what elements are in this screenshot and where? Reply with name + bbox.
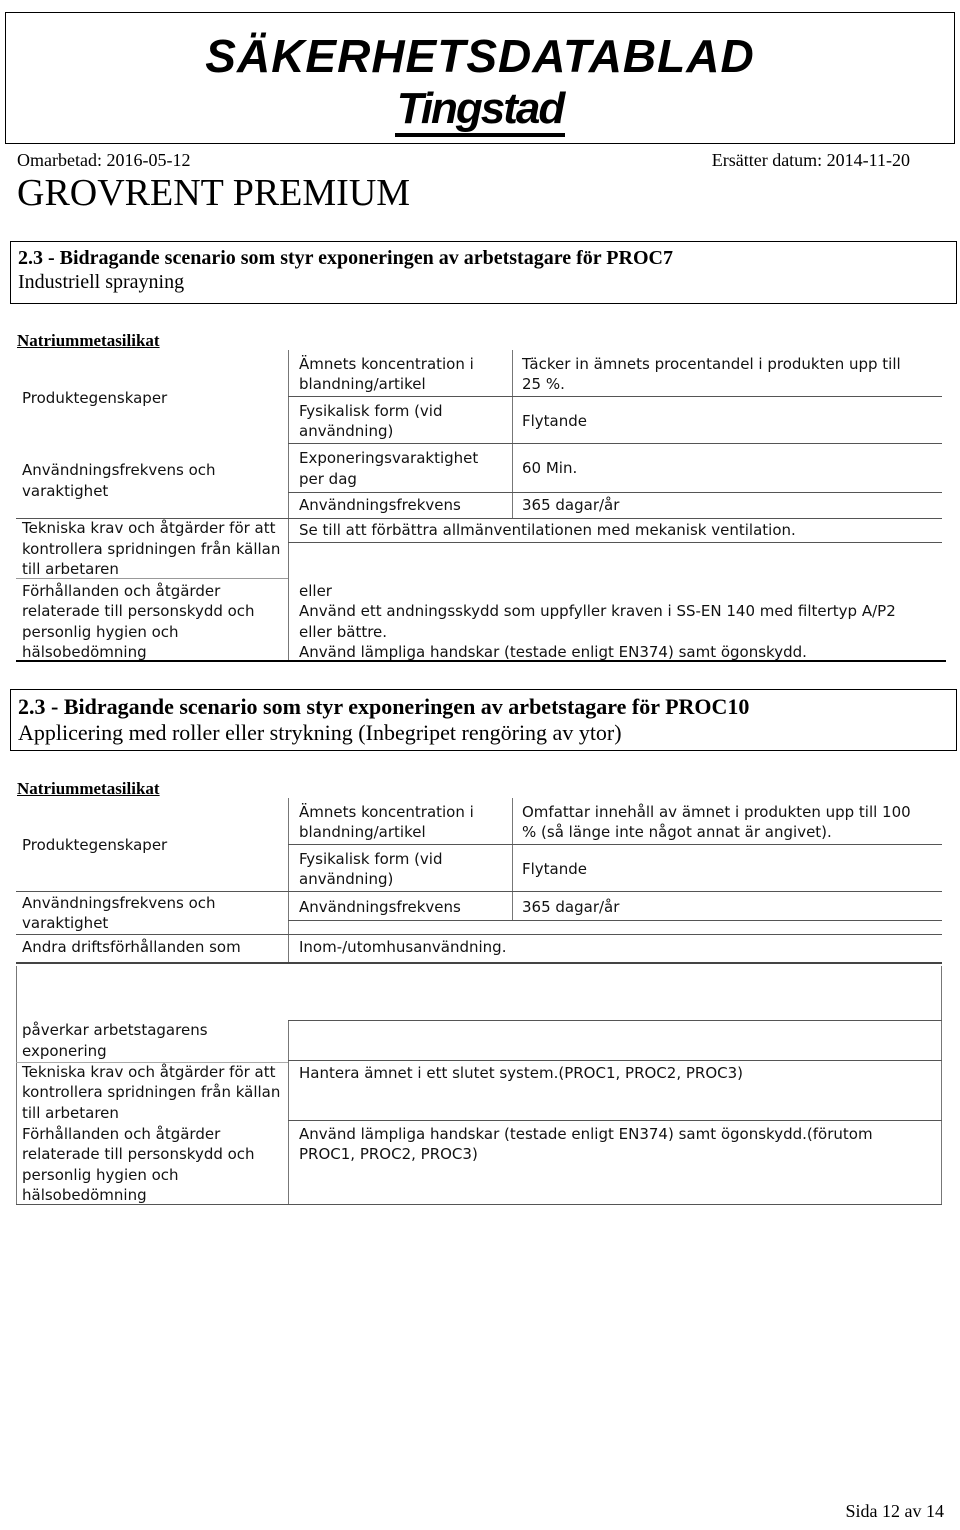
document-title: SÄKERHETSDATABLAD xyxy=(205,30,755,82)
row-divider xyxy=(288,1120,942,1121)
row-value: 365 dagar/år xyxy=(522,898,620,916)
row-value: Flytande xyxy=(522,860,588,878)
group-label-frekvens: varaktighet xyxy=(22,482,109,500)
row-value: Använd lämpliga handskar (testade enligt EN374) samt ögonskydd.(förutom xyxy=(299,1125,873,1143)
group-label-tekniska: till arbetaren xyxy=(22,1104,119,1122)
proc7-conditions-table xyxy=(16,350,942,662)
row-value: eller bättre. xyxy=(299,623,388,641)
column-divider xyxy=(288,798,289,962)
substance-name: Natriummetasilikat xyxy=(17,331,160,350)
group-label-tekniska: till arbetaren xyxy=(22,560,119,578)
row-value: 25 %. xyxy=(522,375,565,393)
row-value: eller xyxy=(299,582,332,600)
section-proc7-heading xyxy=(10,241,957,304)
row-label: Fysikalisk form (vid xyxy=(299,850,443,868)
row-value: Använd lämpliga handskar (testade enligt EN374) samt ögonskydd. xyxy=(299,643,807,661)
row-label: Användningsfrekvens xyxy=(299,496,461,514)
row-value: Se till att förbättra allmänventilationen med mekanisk ventilation. xyxy=(299,521,796,539)
group-label-forhallanden: Förhållanden och åtgärder xyxy=(22,1125,221,1143)
group-label-tekniska: Tekniska krav och åtgärder för att xyxy=(22,1063,276,1081)
row-value: Flytande xyxy=(522,412,588,430)
row-value: Täcker in ämnets procentandel i produkten upp till xyxy=(522,355,901,373)
group-label-frekvens: Användningsfrekvens och xyxy=(22,461,216,479)
row-divider xyxy=(288,1060,942,1061)
row-divider xyxy=(16,891,942,892)
row-label: Användningsfrekvens xyxy=(299,898,461,916)
row-label: blandning/artikel xyxy=(299,823,426,841)
group-label-andra: Andra driftsförhållanden som xyxy=(22,938,241,956)
group-label-forhallanden: hälsobedömning xyxy=(22,643,147,661)
document-header xyxy=(5,12,955,144)
row-label: Inom-/utomhusanvändning. xyxy=(299,938,507,956)
page-number xyxy=(845,1501,944,1522)
group-label-tekniska: Tekniska krav och åtgärder för att xyxy=(22,519,276,537)
row-label: Ämnets koncentration i xyxy=(299,803,474,821)
section-proc10-heading xyxy=(10,689,957,751)
group-label-tekniska: kontrollera spridningen från källan xyxy=(22,540,281,558)
row-divider xyxy=(16,962,942,964)
proc10-conditions-table-continued xyxy=(16,966,942,1206)
row-label: per dag xyxy=(299,470,357,488)
section-subtitle: Applicering med roller eller strykning (Inbegripet rengöring av ytor) xyxy=(18,720,622,745)
section-title: 2.3 - Bidragande scenario som styr exponeringen av arbetstagare för PROC7 xyxy=(18,247,673,269)
group-label-frekvens: varaktighet xyxy=(22,914,109,932)
row-divider xyxy=(288,492,942,493)
group-label-produkt: Produktegenskaper xyxy=(22,836,168,854)
column-divider xyxy=(288,1020,289,1204)
row-value: 60 Min. xyxy=(522,459,578,477)
row-label: användning) xyxy=(299,870,394,888)
row-label: Fysikalisk form (vid xyxy=(299,402,443,420)
section-title: 2.3 - Bidragande scenario som styr exponeringen av arbetstagare för PROC10 xyxy=(18,694,750,719)
row-divider xyxy=(288,542,942,543)
row-label: Exponeringsvaraktighet xyxy=(299,449,479,467)
row-divider xyxy=(288,443,942,444)
proc10-conditions-table xyxy=(16,798,942,964)
row-divider xyxy=(288,844,942,845)
section-subtitle: Industriell sprayning xyxy=(18,271,185,293)
group-label-forhallanden: personlig hygien och xyxy=(22,623,179,641)
company-logo xyxy=(6,84,954,133)
substance-name: Natriummetasilikat xyxy=(17,779,160,798)
group-label-paverkar: påverkar arbetstagarens xyxy=(22,1021,208,1039)
row-divider xyxy=(16,934,942,935)
row-label: Ämnets koncentration i xyxy=(299,355,474,373)
row-divider xyxy=(288,1020,942,1021)
table-left-border xyxy=(16,966,17,1204)
row-divider xyxy=(288,396,942,397)
table-bottom-border xyxy=(16,1204,942,1205)
page-prefix: Sida xyxy=(845,1501,882,1521)
row-label: användning) xyxy=(299,422,394,440)
brand-name: Tingstad xyxy=(395,84,566,137)
page-separator: av xyxy=(900,1501,926,1521)
group-label-forhallanden: personlig hygien och xyxy=(22,1166,179,1184)
group-label-forhallanden: relaterade till personskydd och xyxy=(22,602,255,620)
row-value: Använd ett andningsskydd som uppfyller kraven i SS-EN 140 med filtertyp A/P2 xyxy=(299,602,896,620)
row-value: Omfattar innehåll av ämnet i produkten upp till 100 xyxy=(522,803,911,821)
group-label-frekvens: Användningsfrekvens och xyxy=(22,894,216,912)
row-value: PROC1, PROC2, PROC3) xyxy=(299,1145,478,1163)
group-label-produkt: Produktegenskaper xyxy=(22,389,168,407)
current-page: 12 xyxy=(882,1501,900,1521)
group-label-forhallanden: Förhållanden och åtgärder xyxy=(22,582,221,600)
total-pages: 14 xyxy=(926,1501,944,1521)
row-value: Hantera ämnet i ett slutet system.(PROC1, PROC2, PROC3) xyxy=(299,1064,743,1082)
group-label-tekniska: kontrollera spridningen från källan xyxy=(22,1083,281,1101)
group-label-forhallanden: hälsobedömning xyxy=(22,1186,147,1204)
product-name: GROVRENT PREMIUM xyxy=(17,172,411,214)
row-label: blandning/artikel xyxy=(299,375,426,393)
group-label-forhallanden: relaterade till personskydd och xyxy=(22,1145,255,1163)
row-value: 365 dagar/år xyxy=(522,496,620,514)
revised-date: Omarbetad: 2016-05-12 xyxy=(17,150,191,170)
table-right-border xyxy=(941,966,942,1204)
replaces-date: Ersätter datum: 2014-11-20 xyxy=(711,150,910,170)
group-label-paverkar: exponering xyxy=(22,1042,107,1060)
row-value: % (så länge inte något annat är angivet). xyxy=(522,823,832,841)
column-divider xyxy=(512,798,513,920)
row-divider xyxy=(288,920,942,921)
